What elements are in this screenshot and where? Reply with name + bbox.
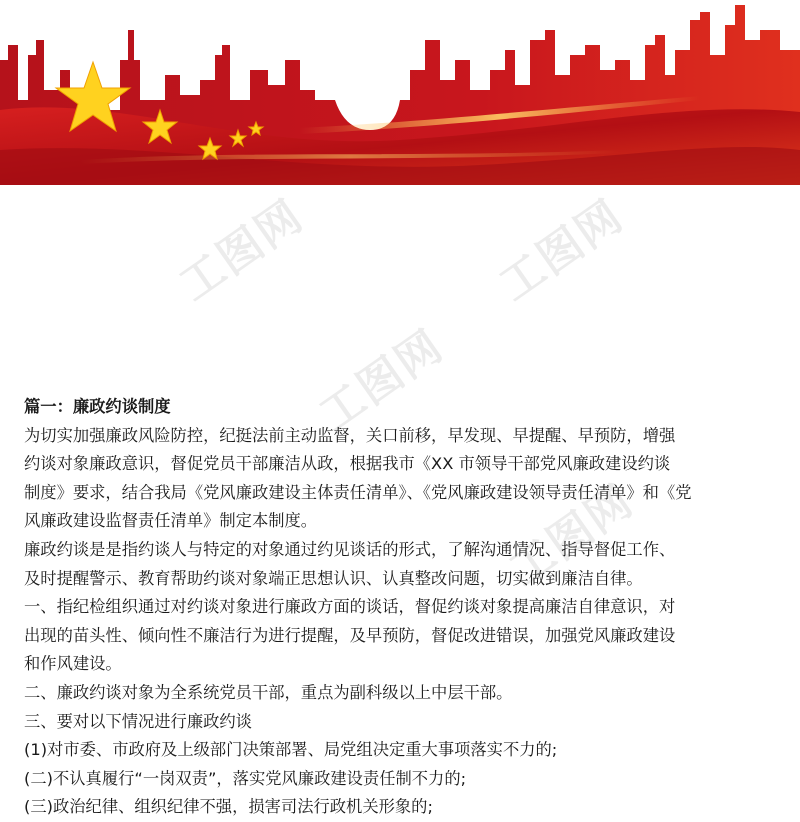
watermark-text: 工图网 [490,190,633,312]
text-line: 及时提醒警示、教育帮助约谈对象端正思想认识、认真整改问题，切实做到廉洁自律。 [24,568,643,588]
text-line: 出现的苗头性、倾向性不廉洁行为进行提醒，及早预防，督促改进错误，加强党风廉政建设 [24,625,676,645]
text-line: 一、指纪检组织通过对约谈对象进行廉政方面的谈话，督促约谈对象提高廉洁自律意识，对 [24,597,676,617]
text-line: 三、要对以下情况进行廉政约谈 [24,711,252,731]
text-line: 为切实加强廉政风险防控，纪挺法前主动监督，关口前移，早发现、早提醒、早预防，增强 [24,425,676,445]
watermark-text: 工图网 [500,475,643,597]
text-line: 约谈对象廉政意识，督促党员干部廉洁从政，根据我市《XX 市领导干部党风廉政建设约谈 [24,454,671,474]
text-line: 和作风建设。 [24,654,122,674]
watermark-text: 工图网 [170,190,313,312]
text-line: 廉政约谈是是指约谈人与特定的对象通过约见谈话的形式，了解沟通情况、指导督促工作、 [24,539,676,559]
watermark-text: 工图网 [310,320,453,442]
text-line: 制度》要求，结合我局《党风廉政建设主体责任清单》、《党风廉政建设领导责任清单》和《党 [24,482,692,502]
city-skyline-flag-graphic [0,0,800,185]
document-body [24,393,784,822]
header-banner [0,0,800,185]
text-line: (二)不认真履行“一岗双责”，落实党风廉政建设责任制不力的; [24,768,467,788]
text-line: (1)对市委、市政府及上级部门决策部署、局党组决定重大事项落实不力的; [24,740,558,760]
text-line: 风廉政建设监督责任清单》制定本制度。 [24,511,318,531]
text-line: (三)政治纪律、组织纪律不强，损害司法行政机关形象的; [24,797,433,817]
text-line: 二、廉政约谈对象为全系统党员干部，重点为副科级以上中层干部。 [24,682,513,702]
document-title: 篇一：廉政约谈制度 [24,397,171,416]
